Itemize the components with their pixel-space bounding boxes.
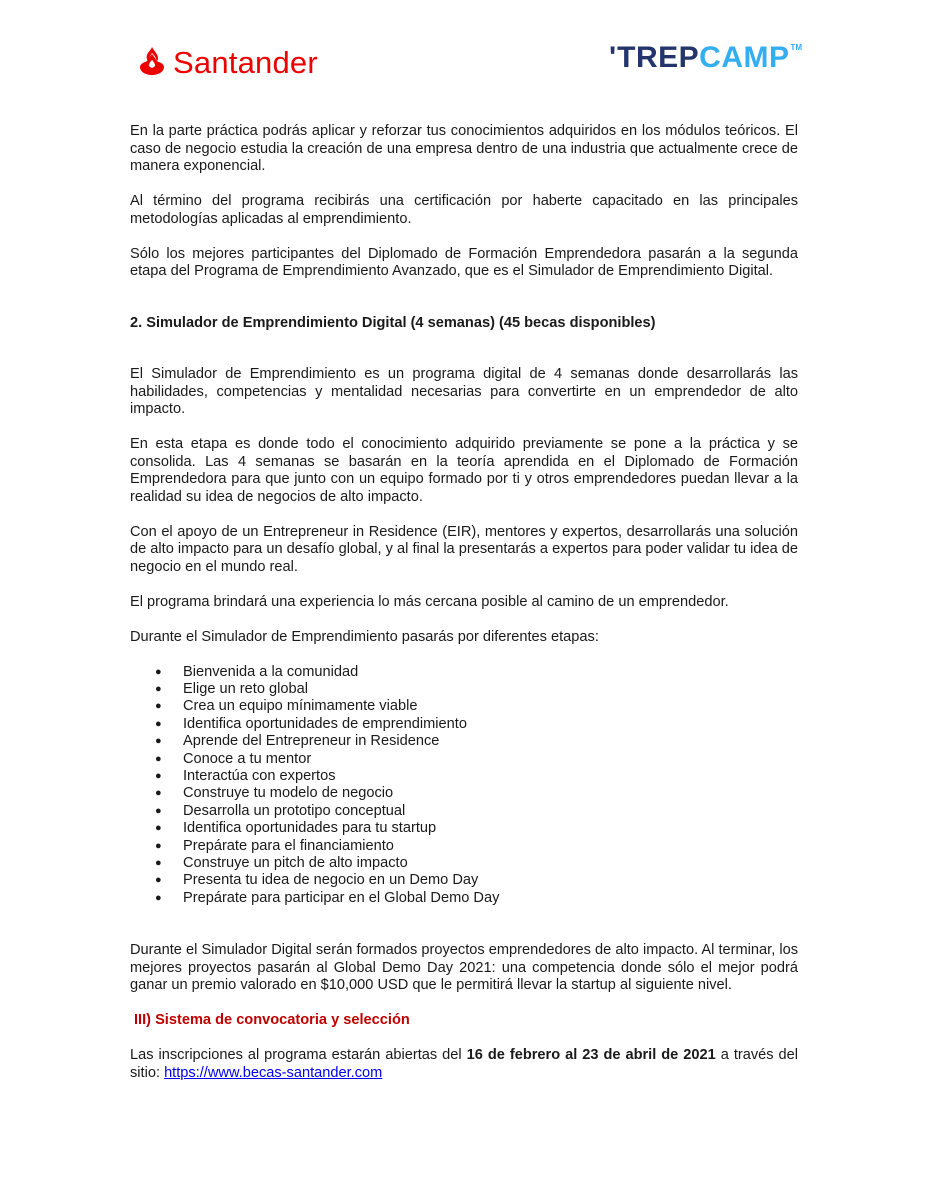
- section-heading-simulator: 2. Simulador de Emprendimiento Digital (4 semanas) (45 becas disponibles): [130, 314, 656, 331]
- bullet-icon: ●: [155, 682, 162, 695]
- list-item-text: Prepárate para participar en el Global Demo Day: [183, 889, 500, 906]
- list-item: [130, 698, 798, 715]
- list-item: [130, 803, 798, 820]
- registration-text-start: Las inscripciones al programa estarán abiertas del: [130, 1047, 467, 1064]
- list-item: [130, 768, 798, 785]
- bullet-icon: ●: [155, 735, 162, 748]
- bullet-icon: ●: [155, 787, 162, 800]
- list-item-text: Prepárate para el financiamiento: [183, 837, 394, 854]
- list-item-text: Interactúa con expertos: [183, 767, 336, 784]
- list-item: [130, 716, 798, 733]
- santander-logo: [137, 43, 318, 83]
- bullet-icon: ●: [155, 822, 162, 835]
- paragraph-registration: [130, 1047, 798, 1082]
- bullet-icon: ●: [155, 891, 162, 904]
- list-item: [130, 855, 798, 872]
- trepcamp-apostrophe: ': [609, 41, 617, 74]
- paragraph-certification: Al término del programa recibirás una certificación por haberte capacitado en las principales metodologías aplicadas al emprendimiento.: [130, 193, 798, 227]
- list-item-text: Construye un pitch de alto impacto: [183, 854, 408, 871]
- registration-dates: 16 de febrero al 23 de abril de 2021: [466, 1047, 716, 1064]
- list-item: [130, 733, 798, 750]
- list-item-text: Bienvenida a la comunidad: [183, 663, 359, 680]
- bullet-icon: ●: [155, 700, 162, 713]
- santander-wordmark: Santander: [173, 45, 318, 80]
- list-item: [130, 751, 798, 768]
- list-item: [130, 838, 798, 855]
- bullet-icon: ●: [155, 856, 162, 869]
- list-item-text: Identifica oportunidades de emprendimiento: [183, 715, 467, 732]
- paragraph-best-participants: Sólo los mejores participantes del Diplomado de Formación Emprendedora pasarán a la segunda etapa del Programa de Emprendimiento Avanzado, que es el Simulador de Emprendimiento Digital.: [130, 245, 798, 279]
- stages-list: [130, 664, 798, 908]
- list-item-text: Identifica oportunidades para tu startup: [183, 820, 437, 837]
- trepcamp-logo: [609, 40, 802, 76]
- bullet-icon: ●: [155, 717, 162, 730]
- section-heading-selection: III) Sistema de convocatoria y selección: [134, 1012, 410, 1029]
- list-item: [130, 785, 798, 802]
- paragraph-experience: El programa brindará una experiencia lo más cercana posible al camino de un emprendedor.: [130, 593, 729, 610]
- santander-flame-icon: [137, 45, 167, 81]
- paragraph-stages-intro: Durante el Simulador de Emprendimiento pasarás por diferentes etapas:: [130, 628, 599, 645]
- registration-text-end: a través del sitio:: [130, 1047, 799, 1081]
- trepcamp-wordmark-trep: TREP: [617, 41, 700, 74]
- paragraph-stage-knowledge: En esta etapa es donde todo el conocimiento adquirido previamente se pone a la práctica y se consolida. Las 4 semanas se basarán en la teoría aprendida en el Diplomado de Formación Emprendedora para que junto con un equipo formado por ti y otros emprendedores puedan llevar a la realidad su idea de negocios de alto impacto.: [130, 436, 798, 505]
- list-item: [130, 890, 798, 907]
- bullet-icon: ●: [155, 804, 162, 817]
- bullet-icon: ●: [155, 874, 162, 887]
- paragraph-simulator-intro: El Simulador de Emprendimiento es un programa digital de 4 semanas donde desarrollarás las habilidades, competencias y mentalidad necesarias para convertirte en un emprendedor de alto impacto.: [130, 366, 798, 417]
- paragraph-global-demo-day: Durante el Simulador Digital serán formados proyectos emprendedores de alto impacto. Al terminar, los mejores proyectos pasarán al Global Demo Day 2021: una competencia donde sólo el mejor podrá ganar un premio valorado en $10,000 USD que le permitirá llevar la startup al siguiente nivel.: [130, 942, 798, 994]
- trademark-symbol: TM: [790, 43, 803, 52]
- paragraph-practice: En la parte práctica podrás aplicar y reforzar tus conocimientos adquiridos en los módulos teóricos. El caso de negocio estudia la creación de una empresa dentro de una industria que actualmente crece de manera exponencial.: [130, 123, 798, 174]
- list-item-text: Presenta tu idea de negocio en un Demo Day: [183, 872, 479, 889]
- list-item-text: Conoce a tu mentor: [183, 750, 312, 767]
- list-item: [130, 872, 798, 889]
- list-item-text: Aprende del Entrepreneur in Residence: [183, 733, 440, 750]
- trepcamp-wordmark-camp: CAMP: [699, 41, 790, 74]
- list-item-text: Crea un equipo mínimamente viable: [183, 698, 418, 715]
- list-item: [130, 681, 798, 698]
- document-body: [130, 123, 798, 1082]
- list-item: [130, 664, 798, 681]
- list-item-text: Construye tu modelo de negocio: [183, 785, 394, 802]
- bullet-icon: ●: [155, 665, 162, 678]
- document-header: [0, 0, 927, 100]
- bullet-icon: ●: [155, 769, 162, 782]
- becas-santander-link[interactable]: https://www.becas-santander.com: [164, 1064, 383, 1081]
- paragraph-eir-support: Con el apoyo de un Entrepreneur in Residence (EIR), mentores y expertos, desarrollarás una solución de alto impacto para un desafío global, y al final la presentarás a expertos para poder validar tu idea de negocio en el mundo real.: [130, 523, 798, 575]
- list-item: [130, 820, 798, 837]
- list-item-text: Elige un reto global: [183, 680, 308, 697]
- bullet-icon: ●: [155, 752, 162, 765]
- bullet-icon: ●: [155, 839, 162, 852]
- list-item-text: Desarrolla un prototipo conceptual: [183, 802, 406, 819]
